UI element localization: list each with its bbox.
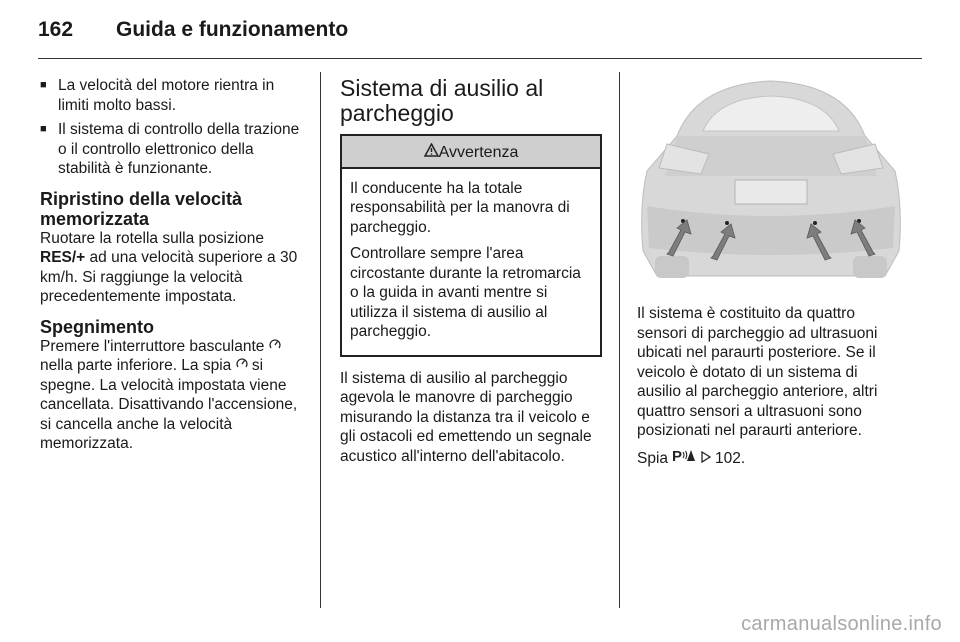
res-plus-label: RES/+ [40, 249, 86, 266]
car-rear-illustration [637, 76, 905, 286]
column-left [40, 76, 308, 461]
watermark: carmanualsonline.info [741, 613, 942, 635]
warning-box [340, 134, 602, 357]
warning-title: Avvertenza [438, 144, 519, 161]
page-number: 162 [38, 18, 74, 41]
list-item: ■ Il sistema di controllo della trazione o il controllo elettronico della stabilità è funzionante. [40, 120, 308, 179]
indicator-reference: Spia P 102. [637, 447, 746, 467]
section-heading-off: Spegnimento [40, 316, 155, 337]
section-heading-reset: Ripristino della velocità memorizzata [40, 188, 243, 229]
chapter-title: Guida e funzionamento [116, 18, 349, 41]
section-title-parking: Sistema di ausilio al parcheggio [340, 75, 544, 126]
column-middle [340, 76, 602, 473]
sensor-description: Il sistema è costituito da quattro sensori di parcheggio ad ultrasuoni ubicati nel paraurti posteriore. Se il veicolo è dotato di un sistema di ausilio al parcheggio anteriore, altri quattro sensori a ultrasuoni sono posizionati nel paraurti anteriore. [637, 305, 878, 439]
warning-body [342, 169, 600, 355]
warning-text: Il conducente ha la totale responsabilità per la manovra di parcheggio. [350, 179, 570, 236]
off-paragraph: Premere l'interruttore basculante nella parte inferiore. La spia si spegne. La velocità impostata viene cancellata. Disattivando l'accensione, si cancella anche la velocità memorizzata. [40, 337, 298, 452]
cruise-control-icon [269, 338, 281, 354]
header-divider [38, 58, 922, 59]
cruise-control-icon [236, 357, 248, 373]
warning-text: Controllare sempre l'area circostante durante la retromarcia o la guida in avanti mentre si utilizza il sistema di ausilio al parcheggio. [350, 245, 581, 340]
column-divider-1 [320, 72, 321, 608]
list-item: ■ La velocità del motore rientra in limiti molto bassi. [40, 76, 308, 115]
bullet-list [40, 76, 308, 179]
column-divider-2 [619, 72, 620, 608]
reset-paragraph: Ruotare la rotella sulla posizione RES/+ ad una velocità superiore a 30 km/h. Si raggiunge la velocità precedentemente impostata. [40, 229, 298, 305]
svg-text:P: P [672, 447, 683, 463]
warning-header [342, 136, 600, 169]
parking-assist-icon [672, 447, 696, 467]
parking-description: Il sistema di ausilio al parcheggio agevola le manovre di parcheggio misurando la distanza tra il veicolo e gli ostacoli ed emettendo un segnale acustico all'interno dell'abitacolo. [340, 369, 592, 465]
column-right [637, 76, 905, 475]
page-header [38, 18, 348, 48]
page-reference-icon [701, 450, 711, 467]
warning-icon [424, 144, 439, 161]
